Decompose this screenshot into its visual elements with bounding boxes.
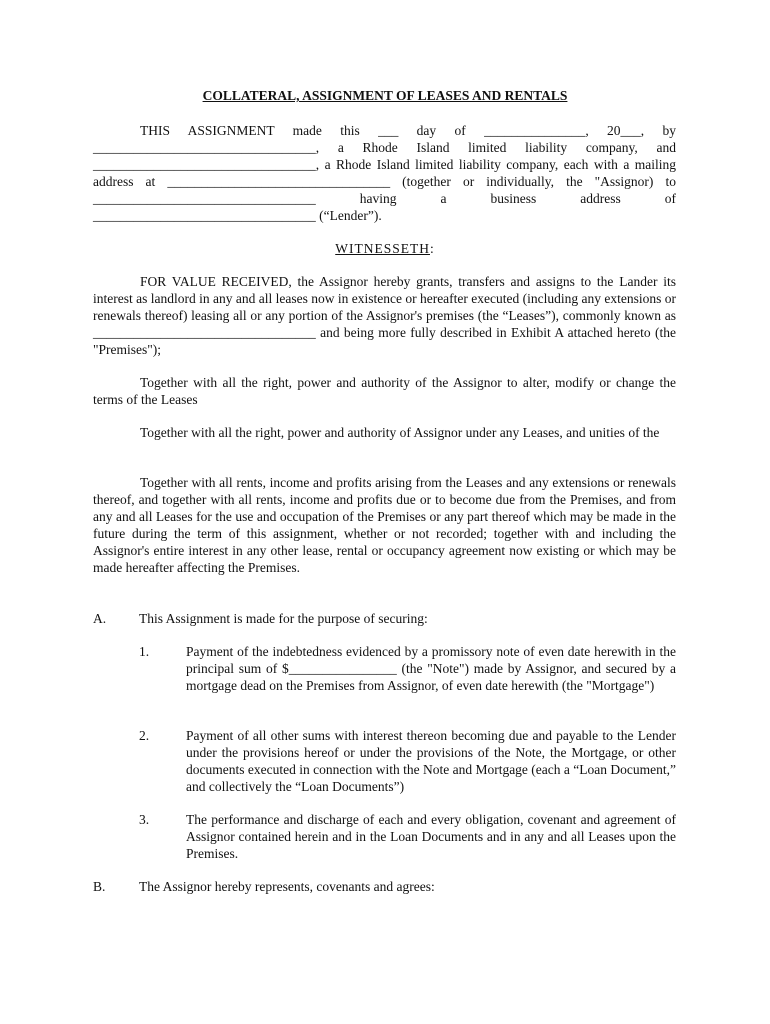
paragraph-rents-income: Together with all rents, income and profits arising from the Leases and any extensions or renewals thereof, and together with all rents, income and profits due or to become due from the Premises, and from any and all Leases for the use and occupation of the Premises or any part thereof which may be made in the future during the term of this assignment, whether or not recorded; together with and including the Assignor's entire interest in any other lease, rental or occupancy agreement now existing or which may be made hereafter affecting the Premises. <box>93 475 676 575</box>
item-1-number: 1. <box>139 644 150 659</box>
section-a-label: A. <box>93 611 107 626</box>
paragraph-alter-modify: Together with all the right, power and authority of the Assignor to alter, modify or change the terms of the Leases <box>93 375 676 407</box>
item-3-text: The performance and discharge of each and every obligation, covenant and agreement of Assignor contained herein and in the Loan Documents and in any and all Leases upon the Premises. <box>186 812 676 861</box>
section-b-text: The Assignor hereby represents, covenants and agrees: <box>139 879 435 894</box>
document-title: COLLATERAL, ASSIGNMENT OF LEASES AND RENTALS <box>202 88 568 103</box>
section-a-text: This Assignment is made for the purpose of securing: <box>139 611 428 626</box>
item-2-number: 2. <box>139 728 150 743</box>
witnesseth-heading <box>93 240 676 257</box>
item-1-text: Payment of the indebtedness evidenced by a promissory note of even date herewith in the principal sum of $________________ (the "Note") made by Assignor, and secured by a mortgage dead on the Premises from Assignor, of even date herewith (the "Mortgage") <box>186 644 676 693</box>
item-3-number: 3. <box>139 812 150 827</box>
witnesseth-colon: : <box>429 241 434 256</box>
section-b-label: B. <box>93 879 106 894</box>
opening-paragraph: THIS ASSIGNMENT made this ___ day of _______________, 20___, by _________________________________, a Rhode Island limited liability company, and _________________________________, a Rhode Island limited liability company, each with a mailing address at _________________________________ (together or individually, the "Assignor) to _________________________________ having a business address of _________________________________ (“Lender”). <box>93 123 676 223</box>
witnesseth-word: WITNESSETH <box>335 241 430 256</box>
paragraph-right-power: Together with all the right, power and authority of Assignor under any Leases, and unities of the <box>140 425 660 440</box>
item-2-text: Payment of all other sums with interest thereon becoming due and payable to the Lender under the provisions hereof or under the provisions of the Note, the Mortgage, or other documents executed in connection with the Note and Mortgage (each a “Loan Document,” and collectively the “Loan Documents”) <box>186 728 676 794</box>
paragraph-value-received: FOR VALUE RECEIVED, the Assignor hereby grants, transfers and assigns to the Lander its interest as landlord in any and all leases now in existence or hereafter executed (including any extensions or renewals thereof) leasing all or any portion of the Assignor's premises (the “Leases”), commonly known as _________________________________ and being more fully described in Exhibit A attached hereto (the "Premises"); <box>93 274 676 357</box>
